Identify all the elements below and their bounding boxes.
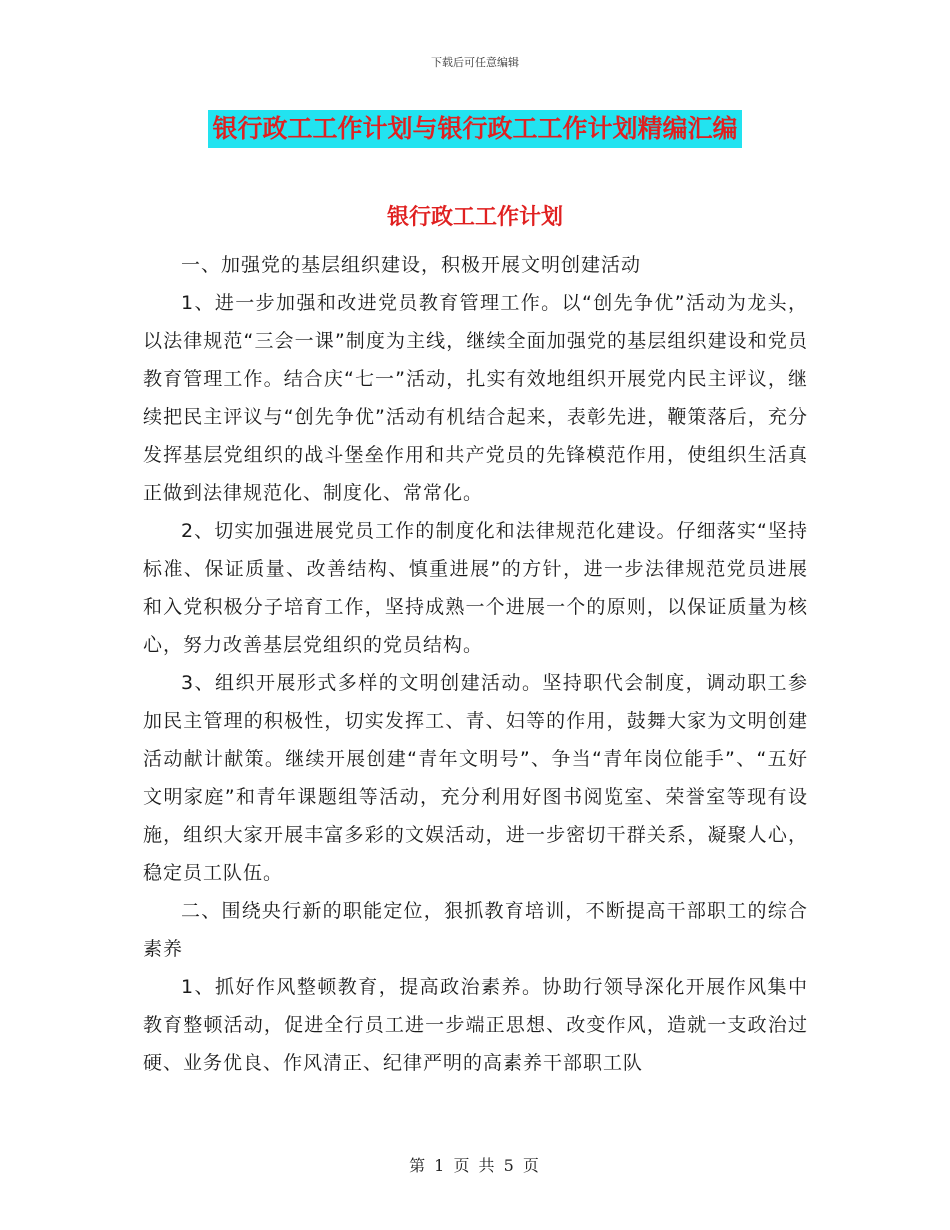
paragraph: 2、切实加强进展党员工作的制度化和法律规范化建设。仔细落实“坚持标准、保证质量、改善结构、慎重进展”的方针，进一步法律规范党员进展和入党积极分子培育工作，坚持成熟一个进展一个的原则，以保证质量为核心，努力改善基层党组织的党员结构。 xyxy=(143,520,808,656)
paragraph: 1、抓好作风整顿教育，提高政治素养。协助行领导深化开展作风集中教育整顿活动，促进全行员工进一步端正思想、改变作风，造就一支政治过硬、业务优良、作风清正、纪律严明的高素养干部职工队 xyxy=(143,976,808,1074)
main-title: 银行政工工作计划与银行政工工作计划精编汇编 xyxy=(208,110,741,148)
heading-2: 二、围绕央行新的职能定位，狠抓教育培训，不断提高干部职工的综合素养 xyxy=(143,900,808,960)
header-note: 下载后可任意编辑 xyxy=(431,56,519,69)
page-number: 第 1 页 共 5 页 xyxy=(409,1156,541,1175)
main-title-container xyxy=(0,110,950,148)
document-body xyxy=(143,246,808,1082)
paragraph: 1、进一步加强和改进党员教育管理工作。以“创先争优”活动为龙头，以法律规范“三会一课”制度为主线，继续全面加强党的基层组织建设和党员教育管理工作。结合庆“七一”活动，扎实有效地组织开展党内民主评议，继续把民主评议与“创先争优”活动有机结合起来，表彰先进，鞭策落后，充分发挥基层党组织的战斗堡垒作用和共产党员的先锋模范作用，使组织生活真正做到法律规范化、制度化、常常化。 xyxy=(143,292,808,504)
heading-1: 一、加强党的基层组织建设，积极开展文明创建活动 xyxy=(181,254,642,276)
section-title: 银行政工工作计划 xyxy=(386,205,563,230)
paragraph: 3、组织开展形式多样的文明创建活动。坚持职代会制度，调动职工参加民主管理的积极性，切实发挥工、青、妇等的作用，鼓舞大家为文明创建活动献计献策。继续开展创建“青年文明号”、争当“青年岗位能手”、“五好文明家庭”和青年课题组等活动，充分利用好图书阅览室、荣誉室等现有设施，组织大家开展丰富多彩的文娱活动，进一步密切干群关系，凝聚人心，稳定员工队伍。 xyxy=(143,672,808,884)
